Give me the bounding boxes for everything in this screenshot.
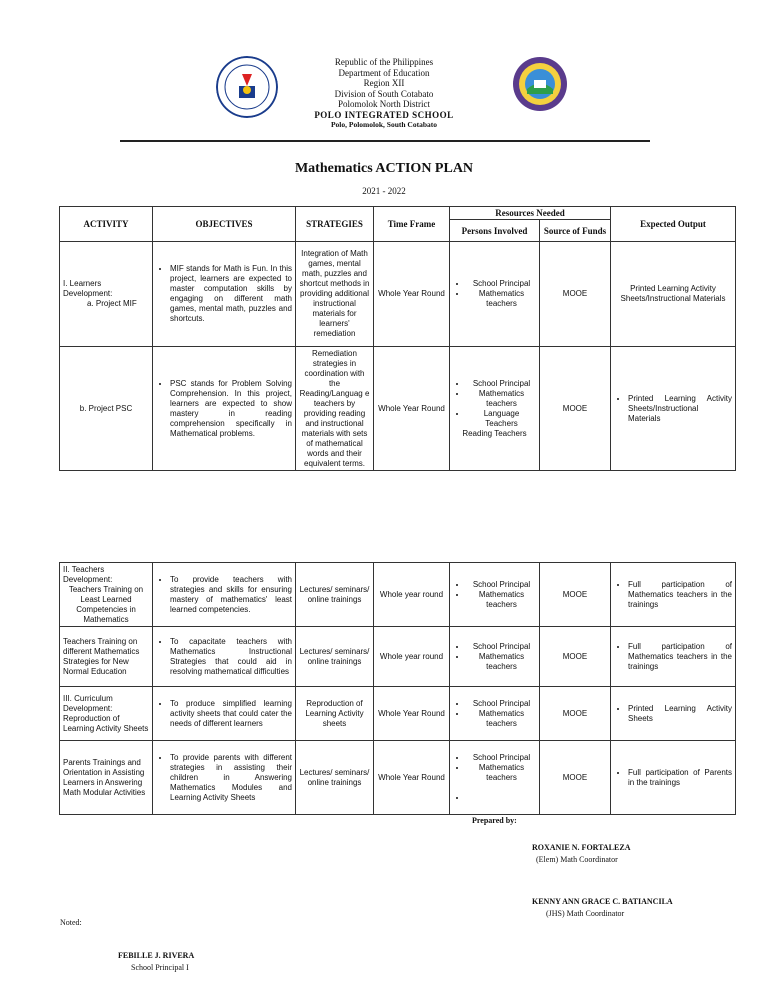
output-cell: • Printed Learning Activity Sheets [628, 704, 732, 724]
objective-cell: • PSC stands for Problem Solving Comprehension. In this project, learners are expected to show mastery in reading comprehension specifically in Mathematical problems. [170, 379, 292, 439]
page-title: Mathematics ACTION PLAN [294, 161, 474, 176]
strategy-cell: Lectures/ seminars/ online trainings [296, 741, 374, 815]
strategy-cell: Integration of Math games, mental math, puzzles and shortcut methods in providing additional instructional materials for learners' remediation [296, 242, 374, 347]
person-item: • School Principal [467, 580, 536, 590]
preparer-2-role: (JHS) Math Coordinator [546, 909, 625, 918]
strategy-cell: Reproduction of Learning Activity sheets [296, 687, 374, 741]
person-item: • School Principal [467, 642, 536, 652]
principal-role: School Principal I [131, 963, 189, 972]
time-cell: Whole year round [374, 627, 450, 687]
col-persons: Persons Involved [450, 220, 540, 242]
noted-label: Noted: [60, 918, 82, 927]
person-item [467, 793, 536, 803]
letterhead [0, 57, 768, 131]
person-item: • Mathematics teachers [467, 709, 536, 729]
person-item: • Mathematics teachers [467, 763, 536, 783]
preparer-1-role: (Elem) Math Coordinator [536, 855, 618, 864]
table-row [60, 741, 736, 815]
output-cell: Printed Learning Activity Sheets/Instructional Materials [611, 242, 736, 347]
action-plan-table-1 [59, 206, 736, 471]
funds-cell: MOOE [540, 687, 611, 741]
table-row [60, 627, 736, 687]
objective-cell: • To provide parents with different strategies in assisting their children in Answering Mathematics Modules and Learning Activity Sheets [170, 753, 292, 803]
time-cell: Whole Year Round [374, 242, 450, 347]
activity-cell: b. Project PSC [60, 347, 153, 471]
objective-cell: • To provide teachers with strategies and skills for ensuring mastery of mathematics' least learned competencies. [170, 575, 292, 615]
header-line: Division of South Cotabato [334, 88, 434, 99]
output-cell: • Full participation of Mathematics teachers in the trainings [628, 642, 732, 672]
person-item: • School Principal [467, 753, 536, 763]
objective-cell: • To produce simplified learning activity sheets that could cater the needs of different learners [170, 699, 292, 729]
preparer-2-name: KENNY ANN GRACE C. BATIANCILA [532, 897, 673, 906]
activity-cell: Parents Trainings and Orientation in Assisting Learners in Answering Math Modular Activities [60, 741, 153, 815]
preparer-1-name: ROXANIE N. FORTALEZA [532, 843, 631, 852]
activity-sub: a. Project MIF [87, 299, 137, 308]
person-item: • Mathematics teachers [467, 652, 536, 672]
principal-name: FEBILLE J. RIVERA [118, 951, 195, 960]
funds-cell: MOOE [540, 563, 611, 627]
person-item: • School Principal [467, 699, 536, 709]
time-cell: Whole Year Round [374, 687, 450, 741]
activity-sub: Teachers Training on Least Learned Competencies in Mathematics [68, 584, 144, 624]
output-cell: • Full participation of Mathematics teachers in the trainings [628, 580, 732, 610]
col-activity: ACTIVITY [60, 207, 153, 242]
funds-cell: MOOE [540, 347, 611, 471]
time-cell: Whole Year Round [374, 741, 450, 815]
school-year: 2021 - 2022 [362, 186, 406, 196]
activity-cell: II. Teachers Development: [63, 564, 113, 584]
col-time-frame: Time Frame [374, 207, 450, 242]
header-divider [120, 140, 650, 142]
table-row [60, 242, 736, 347]
col-output: Expected Output [611, 207, 736, 242]
activity-cell: I. Learners Development: [63, 279, 113, 298]
time-cell: Whole year round [374, 563, 450, 627]
header-line: Polomolok North District [338, 99, 430, 109]
col-objectives: OBJECTIVES [153, 207, 296, 242]
output-cell: • Printed Learning Activity Sheets/Instructional Materials [628, 394, 732, 424]
person-item: • School Principal [467, 279, 536, 289]
school-name: POLO INTEGRATED SCHOOL [314, 109, 454, 120]
col-funds: Source of Funds [540, 220, 611, 242]
strategy-cell: Lectures/ seminars/ online trainings [296, 627, 374, 687]
person-item: • Mathematics teachers [467, 389, 536, 409]
activity-cell: Teachers Training on different Mathematics Strategies for New Normal Education [60, 627, 153, 687]
activity-cell: III. Curriculum Development: Reproduction of Learning Activity Sheets [60, 687, 153, 741]
school-address: Polo, Polomolok, South Cotabato [330, 120, 438, 129]
col-resources: Resources Needed [450, 207, 611, 220]
output-cell: • Full participation of Parents in the trainings [628, 768, 732, 788]
person-extra: Reading Teachers [462, 428, 527, 438]
objective-cell: • MIF stands for Math is Fun. In this project, learners are expected to master computation skills by engaging on different math games, mental math, puzzles and shortcuts. [170, 264, 292, 324]
table-row [60, 347, 736, 471]
funds-cell: MOOE [540, 741, 611, 815]
col-strategies: STRATEGIES [296, 207, 374, 242]
strategy-cell: Remediation strategies in coordination with the Reading/Languag e teachers by providing reading and instructional materials with sets of mathematical words and their equivalent terms. [296, 347, 374, 471]
table-row [60, 687, 736, 741]
header-line: Department of Education [338, 67, 430, 78]
header-line: Republic of the Philippines [334, 57, 434, 67]
time-cell: Whole Year Round [374, 347, 450, 471]
person-item: • Mathematics teachers [467, 289, 536, 309]
objective-cell: • To capacitate teachers with Mathematics Instructional Strategies that could aid in resolving mathematical difficulties [170, 637, 292, 677]
person-item: • Mathematics teachers [467, 590, 536, 610]
funds-cell: MOOE [540, 242, 611, 347]
strategy-cell: Lectures/ seminars/ online trainings [296, 563, 374, 627]
action-plan-table-2 [59, 562, 736, 815]
header-line: Region XII [363, 78, 405, 88]
funds-cell: MOOE [540, 627, 611, 687]
table-row [60, 563, 736, 627]
person-item: • School Principal [467, 379, 536, 389]
prepared-by-label: Prepared by: [472, 816, 517, 825]
person-item: • Language Teachers [467, 409, 536, 429]
